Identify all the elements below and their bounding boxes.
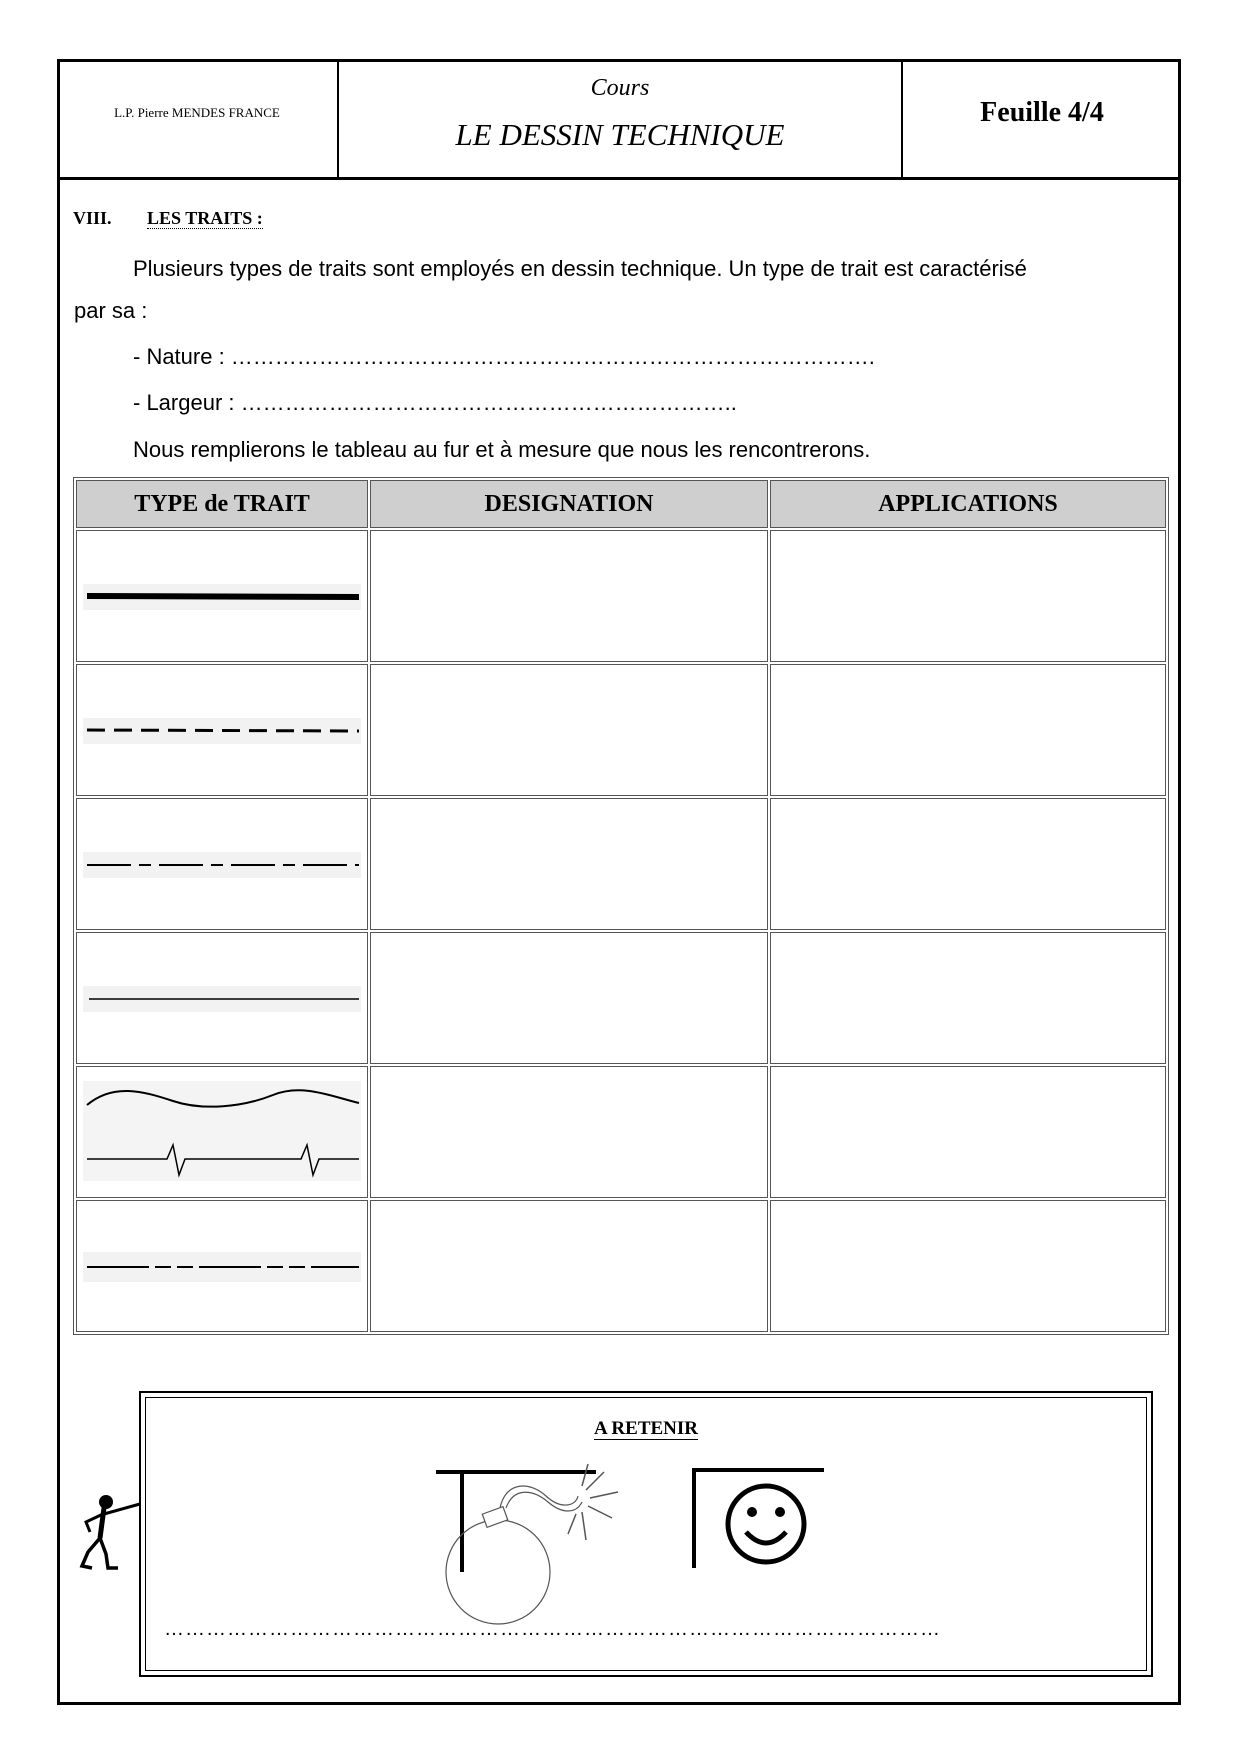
long-dash-double-short-dash-line-icon <box>83 1246 361 1286</box>
table-header-row <box>76 480 1166 528</box>
designation-cell[interactable] <box>370 1066 768 1198</box>
section-number: VIII. <box>73 208 112 228</box>
pointing-figure-icon <box>78 1492 142 1572</box>
course-label: Cours <box>590 75 650 101</box>
table-row <box>76 664 1166 796</box>
designation-cell[interactable] <box>370 664 768 796</box>
dash-dot-line-icon <box>83 844 361 884</box>
designation-cell[interactable] <box>370 530 768 662</box>
school-name: L.P. Pierre MENDES FRANCE <box>114 105 280 120</box>
trait-sample-cell <box>76 1066 368 1198</box>
retenir-box <box>139 1391 1153 1677</box>
designation-cell[interactable] <box>370 1200 768 1332</box>
header-school-cell <box>57 59 339 177</box>
applications-cell[interactable] <box>770 798 1166 930</box>
table-row <box>76 1200 1166 1332</box>
designation-cell[interactable] <box>370 932 768 1064</box>
thin-continuous-line-icon <box>83 978 361 1018</box>
bomb-icon <box>436 1460 636 1630</box>
retenir-inner-border <box>145 1397 1147 1671</box>
column-header-applications: APPLICATIONS <box>770 480 1166 528</box>
nature-field: - Nature : ……………………………………………………………………………. <box>133 344 875 369</box>
trait-sample-cell <box>76 664 368 796</box>
document-header <box>57 59 1181 180</box>
designation-cell[interactable] <box>370 798 768 930</box>
applications-cell[interactable] <box>770 1066 1166 1198</box>
applications-cell[interactable] <box>770 530 1166 662</box>
freehand-and-zigzag-lines-icon <box>83 1077 361 1187</box>
intro-line-2: par sa : <box>74 298 148 323</box>
table-row <box>76 1066 1166 1198</box>
header-title-cell <box>339 59 903 177</box>
column-header-designation: DESIGNATION <box>370 480 768 528</box>
table-note: Nous remplierons le tableau au fur et à mesure que nous les rencontrerons. <box>133 437 871 462</box>
table-row <box>76 530 1166 662</box>
trait-sample-cell <box>76 932 368 1064</box>
trait-sample-cell <box>76 530 368 662</box>
trait-table <box>73 477 1169 1335</box>
section-title: LES TRAITS : <box>147 208 263 228</box>
intro-line-1: Plusieurs types de traits sont employés en dessin technique. Un type de trait est caractérisé <box>133 256 1027 281</box>
sheet-number: Feuille 4/4 <box>980 97 1104 128</box>
table-row <box>76 798 1166 930</box>
smiley-icon <box>690 1466 830 1576</box>
applications-cell[interactable] <box>770 1200 1166 1332</box>
table-row <box>76 932 1166 1064</box>
dashed-line-icon <box>83 710 361 750</box>
largeur-field: - Largeur : ………………………………………………………….. <box>133 390 737 415</box>
trait-sample-cell <box>76 1200 368 1332</box>
trait-sample-cell <box>76 798 368 930</box>
applications-cell[interactable] <box>770 664 1166 796</box>
header-sheet-cell <box>903 59 1181 177</box>
applications-cell[interactable] <box>770 932 1166 1064</box>
document-title: LE DESSIN TECHNIQUE <box>455 117 785 152</box>
column-header-type: TYPE de TRAIT <box>76 480 368 528</box>
retenir-answer-line[interactable]: ………………………………………………………………………………………………… <box>164 1618 941 1640</box>
thick-continuous-line-icon <box>83 576 361 616</box>
retenir-title: A RETENIR <box>594 1418 698 1439</box>
